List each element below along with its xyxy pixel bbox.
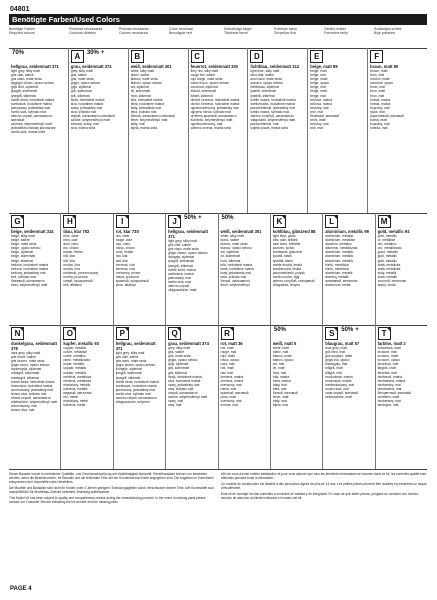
note-paragraph: Die Modelle und Bausätze sind nicht für Kinder unter 3 Jahren geeignet, Erstickungsgefahr durch Verschlucken kleiner Teile. Alle Kunststoffe sind ausschließlich für Modellbau-Zwecke bestimmt. Anleitung aufbewahren.: [9, 486, 214, 494]
color-name: beige, matt 89: [310, 64, 338, 69]
subtitle-2: Peintures nécessaires Couleurs utilisées: [69, 27, 103, 35]
color-cell: [188, 48, 248, 213]
color-name: hellgrau, seidenmatt 371: [115, 341, 156, 351]
color-translations: white, silky matt blanc, satiné blanco, mate seda bianco, opaco setoso wit, zijdemat vit, sidenmatt hvid, silkemat bílá, hedvábně matná biela, hodvábne matná biały, jedwabisty mat bela, svilnato mat белый, шелковисто-матовый fehér, selymesfényű matt biały, mat bijela, matna svila: [130, 69, 175, 131]
color-name: rot, matt 36: [220, 341, 243, 346]
color-cell: [375, 213, 427, 325]
color-cell-header: [221, 215, 268, 229]
color-cell: [270, 325, 322, 469]
subtitle-6: Potřebné barvy Потребни бои: [274, 27, 297, 35]
color-translations: light grey, silky matt gris clair, satiné gris claro, mate seda àpgrigio chiaro, opaco setoso grijs licht, zijdemat ljusgrå, sidenmatt lysegrå, silkemat světle šedá, hedvábně matná svetlosivá, hodvábne matná jasnoszary, jedwabisty mat svetlo siva, svilnato mat светло-серый, шелковисто-матовый szürkés, selymesfényű matt jedwabisto matowy jasnoszary svetlo sivá, matná svila: [11, 69, 56, 135]
color-cell: [9, 213, 60, 325]
note-paragraph: Afin de vous donner entière satisfaction et pour vous assurer que tous les éléments nécessaires se trouvent dans ce kit, les contrôles qualité sont effectués pendant toute la fabrication.: [221, 472, 427, 480]
color-cell: [218, 213, 270, 325]
color-cell-header: [116, 327, 163, 341]
color-letter-box: O: [63, 327, 76, 340]
color-name: hellgrau, seidenmatt 371: [168, 229, 208, 239]
color-cell-header: [11, 327, 58, 341]
color-cell: [68, 48, 128, 213]
color-cell: [113, 213, 165, 325]
subtitle-3: Pinturas necesarias Colores necesarios: [119, 27, 149, 35]
color-translations: aluminium, metallic aluminium, métallisé aluminio, metálico alluminio, metallizzato aluminium, metallic aluminium, metallic aluminium, metallic hliník, metalická hliník, metalická aluminium, metalik aluminij, metalik алюминий, металлик alumínium, metál: [325, 234, 358, 288]
color-name: weiß, seidenmatt 301: [220, 229, 262, 234]
page-code: 04801: [10, 6, 30, 13]
mix-percentage: 30%: [86, 50, 99, 56]
color-row-bottom: [9, 325, 427, 469]
subtitle-5: Nödvändiga färger Tilvirkede farver: [224, 27, 252, 35]
color-translations: copper, metallic cuivre, métallisé cobre, metálico rame, metallizzato koper, metallic koppar, metallic kobber, metallic měděná, metalická medená, metalická miedziany, metalik bakrena, metalik медный, металлик réz, metál miedziany, metal bakrena, metal: [63, 346, 92, 408]
color-letter-box: L: [325, 215, 338, 228]
color-translations: white, silky matt blanc, satiné blanco, mate seda bianco, opaco setoso wit, zijdemat vit, sidenmatt hvid, silkemat bílá, hedvábně matná biela, hodvábne matná biały, jedwabisty mat bela, svilnato mat белый, шелковисто fehér, selymesfényű: [220, 234, 254, 288]
subtitle-7: Gerekli renkler Potrzebne farby: [324, 27, 348, 35]
color-name: braun, matt 80: [370, 64, 399, 69]
color-letter-box: J: [168, 215, 181, 228]
color-translations: light grey, silky matt gris clair, satiné gris claro, mate seda grigio chiaro, opaco setoso lichtgrijs, zijdemat ljusgrå, sidenmatt lysegrå, silkemat světle šedá, matná svetlosivá, matná jasnoszary, mat svetlo siva, mat светло-серый világosszürke, matt: [168, 239, 208, 293]
color-cell: [60, 213, 112, 325]
color-letter-box: T: [378, 327, 391, 340]
color-cell-header: [63, 327, 110, 341]
color-cell-header: [378, 215, 425, 229]
mix-percentage: 50%: [221, 215, 234, 221]
mix-percentage: 50%: [341, 327, 354, 333]
color-letter-box: H: [63, 215, 76, 228]
color-letter-box: R: [221, 327, 234, 340]
color-cell-header: [11, 215, 58, 229]
note-paragraph: Este kit de montaje ha sido sometido a controles de calidad y de integridad. En caso de que falten piezas, póngase en contacto con nuestro servicio de atención al cliente indicando el número del kit.: [221, 492, 419, 500]
color-name: grau, seidenmatt 374: [168, 341, 209, 346]
color-cell: [165, 325, 217, 469]
color-name: kupfer, metallic 93: [63, 341, 99, 346]
color-cell: [322, 325, 374, 469]
color-cell: [218, 325, 270, 469]
color-translations: red, matt rouge, mat rojo, mate rosso, opaco rood, mat röd, matt rød, mat červená, matná červená, matná czerwony, mat rdeča, mat красный, матовый piros, matt czerwony, mat crvena, mat: [220, 346, 249, 408]
page-number: PAGE 4: [10, 586, 32, 592]
subtitle-8: Szükséges színek Boje potrebne: [374, 27, 402, 35]
color-letter-box: A: [71, 50, 84, 63]
subtitle-4: Colori necessari Benodigde verf: [169, 27, 194, 35]
color-cell-header: [325, 327, 372, 341]
color-name: feuerrot, seidenmatt 330: [190, 64, 238, 69]
color-letter-box: D: [250, 50, 263, 63]
color-row-middle: [9, 213, 427, 325]
color-name: lichtblau, seidenmatt 312: [250, 64, 300, 69]
color-cell-header: [221, 327, 268, 341]
color-translations: dark grey, silky matt gris foncé, satiné gris oscuro, mate seda grigio scuro, opaco setoso donkergrijs, zijdemat mörkgrå, sidenmatt mørkegrå, silkemat tmavě šedá, hedvábně matná tmavosivá, hodvábne matná ciemnoszary, jedwabisty mat temno siva, svilnato mat тёмно-серый, шелковисто sötétszürke, selymesfényű matt ciemnoszary, mat tamno siva, mat: [11, 351, 58, 413]
color-cell: [9, 325, 60, 469]
color-cell: [367, 48, 427, 213]
color-cell: [128, 48, 188, 213]
color-cell-header: [273, 215, 320, 229]
color-name: grau, seidenmatt 374: [70, 64, 112, 69]
color-cell-header: [63, 215, 110, 229]
notes-left-column: [9, 472, 215, 584]
color-cell: [375, 325, 427, 469]
mix-plus-sign: +: [100, 50, 105, 56]
color-name: hellgrau, seidenmatt 371: [11, 64, 59, 69]
colors-banner: Benötigte Farben/Used Colors: [9, 14, 427, 25]
color-cell-header: [310, 50, 365, 64]
color-cell: [9, 48, 68, 213]
color-name: aluminium, metallic 99: [325, 229, 369, 234]
color-letter-box: N: [11, 327, 24, 340]
color-translations: blue grey, matt gris bleu, mat gris azulado, mate grigio blu, opaco blauwgrijs, mat blågrå, matt blågrå, mat modrošedá, matná modrosivá, matná niebieskoszary, mat modro siva, mat сине-серый, матовый kékesszürke, matt: [325, 346, 359, 400]
color-translations: brown, matt brun, mat marrón, mate marrone, opaco bruin, mat brun, matt brun, mat hnědá, matná hnedá, matná brązowy, mat rjava, mat коричневый, матовый barna, matt brązowy, mat smeđa, mat: [370, 69, 404, 131]
color-cell: [307, 48, 367, 213]
color-row-top: [9, 48, 427, 213]
color-name: gold, metallic 94: [377, 229, 410, 234]
color-letter-box: C: [191, 50, 204, 63]
color-translations: grey, silky matt gris, satiné gris, mate seda grigio, opaco setoso grijs, zijdemat grå, sidenmatt grå, silkemat šedá, hedvábně matná sivá, hodvábne matná szary, jedwabisty mat siva, svilnato mat серый, шелковисто szürke, selymesfényű matt szary, mat siva, mat: [168, 346, 208, 408]
notes-right-column: [221, 472, 427, 584]
color-translations: fiery red, silky matt rouge feu, satiné rojo fuego, mate seda rosso fuoco, opaco setoso vuurrood, zijdemat eldröd, sidenmatt ildrød, silkemat ohnivě červená, hedvábně matná ohnivo červená, hodvábne matná ognistoczerwony, jedwabisty mat ognjeno rdeča, svilnato mat огненно-красный, шелковисто tűzvörös, selymesfényű matt ognistoczerwony, mat vatreno crvena, matna svila: [190, 69, 240, 131]
color-letter-box: F: [370, 50, 383, 63]
language-subtitles: [9, 26, 427, 48]
color-cell-header: [273, 327, 320, 341]
notes-section: [9, 472, 427, 584]
color-letter-box: G: [11, 215, 24, 228]
color-translations: light blue, silky matt bleu clair, satiné azul claro, mate seda azzurro, opaco setoso lichtblauw, zijdemat ljusblå, sidenmatt lyseblå, silkemat světle modrá, hedvábně matná svetlomodrá, hodvábne matná jasnoniebieski, jedwabisty mat svetlo modra, svilnato mat светло-голубой, шелковисто világoskék, selymesfényű matt jasnoniebieski, mat svijetlo plava, matna svila: [250, 69, 296, 131]
color-letter-box: P: [116, 327, 129, 340]
color-letter-box: B: [131, 50, 144, 63]
color-translations: red, clear rouge, clair rojo, claro rosso, chiaro rood, helder röd, klar rød, klar červená, čirá červená, číra czerwony, przezr. rdeča, prozorna красный, прозрачный piros, átlátszó: [115, 234, 149, 288]
color-translations: light grey, silky matt gris clair, satiné gris claro, mate seda grigio chiaro, opaco setoso lichtgrijs, zijdemat ljusgrå, sidenmatt lysegrå, silkemat světle šedá, hedvábně matná svetlosivá, hodvábne matná jasnoszary, jedwabisty mat svetlo siva, svilnato mat светло-серый, шелковисто világosszürke, selymes: [115, 351, 159, 405]
color-translations: colourless, matt incolore, mat incoloro, mate incolore, opaco kleurloos, mat färglös, matt farveløs, mat bezbarvá, matná bezfarebná, matná bezbarwny, mat brezbarvna, mat бесцветный, матовый színtelen, matt bezbarwny, mat bezbojna, mat: [377, 346, 411, 408]
color-cell-header: [378, 327, 425, 341]
divider: [9, 469, 427, 470]
color-cell: [113, 325, 165, 469]
color-name: dunkelgrau, seidenmatt 378: [11, 341, 57, 351]
color-cell: [165, 213, 217, 325]
color-name: weiß, seidenmatt 301: [130, 64, 172, 69]
color-letter-box: K: [273, 215, 286, 228]
color-translations: blue, clear bleu, clair azul, claro blu, chiaro blauw, helder blå, klar blå, klar modrá, čirá modrá, číra niebieski, przezroczysty modra, prozorna синий, прозрачный kék, átlátszó: [63, 234, 99, 288]
color-cell-header: [11, 50, 66, 64]
color-cell-header: [191, 50, 246, 64]
color-cell: [60, 325, 112, 469]
color-translations: white, matt blanc, mat blanco, mate bianco, opaco wit, mat vit, matt hvid, mat bílá, matná biela, matná biały, mat bela, mat белый, матовый fehér, matt biały, mat bijela, mat: [272, 346, 298, 408]
color-translations: gold, metallic or, métallisé oro, metálico oro, metallizzato goud, metallic guld, metallic guld, metallic zlatá, metalická zlatá, metalická złoty, metalik zlata, metalik золотой, металлик arany, metál: [377, 234, 406, 288]
color-cell-header: [370, 50, 425, 64]
color-cell-header: [71, 50, 126, 64]
color-cell-header: [131, 50, 186, 64]
color-name: blau, klar 752: [63, 229, 90, 234]
mix-plus-sign: +: [355, 327, 359, 333]
color-translations: beige, silky matt beige, satiné beige, mate seda beige, opaco setoso beige, zijdemat beige, sidenmatt beige, silkemat béžová, hedvábně matná béžová, hodvábne matná beżowy, jedwabisty mat bež, svilnato mat бежевый, шелковисто bézs, selymesfényű matt: [11, 234, 49, 288]
note-paragraph: Ce modèle de construction est destiné à des personnes âgées de plus de 14 ans. Les petites pièces peuvent être avalées et présentent un risque d'étouffement.: [221, 482, 427, 490]
color-cell-header: [116, 215, 163, 229]
color-cell-header: [168, 327, 215, 341]
color-name: weiß, matt 5: [272, 341, 297, 346]
mix-percentage: 50%: [184, 215, 197, 221]
color-cell: [247, 48, 307, 213]
color-letter-box: E: [310, 50, 323, 63]
mix-percentage: 70%: [12, 50, 25, 56]
note-paragraph: This Model Kit has been subject to quality and completeness checks during the manufacturing process. In the event of missing parts please contact our Customer Service indicating the kit number and the missing parts.: [9, 496, 206, 504]
color-name: beige, seidenmatt 314: [11, 229, 54, 234]
color-letter-box: S: [325, 327, 338, 340]
color-translations: beige, matt beige, mat beige, mate beige, opaco beige, mat beige, matt beige, mat béžová, matná béžová, matná beżowy, mat bež, mat бежевый, матовый bézs, matt beżowy, mat bež, mat: [310, 69, 340, 131]
color-letter-box: I: [116, 215, 129, 228]
color-cell-header: [250, 50, 305, 64]
color-cell-header: [325, 215, 372, 229]
color-name: blaugrau, matt 57: [325, 341, 360, 346]
color-letter-box: Q: [168, 327, 181, 340]
color-name: kohlblau, glänzend 88: [272, 229, 316, 234]
color-cell-header: [168, 215, 215, 229]
color-translations: light blue, gloss bleu clair, brillant azul claro, brillante azzurro, lucido lichtblauw, glanzend ljusblå, blank lyseblå, blank světle modrá, lesklá svetlomodrá, lesklá jasnoniebieski, połysk svetlo modra, sijaj светло-голубой, глянцевый világoskék, fényes: [272, 234, 315, 288]
note-paragraph: Dieser Bausatz wurde in mehrfacher Qualitäts- und Geschmacksprüfung mit Vollständigkeit überprüft. Revellbausätze können nur bearbeitet werden, wenn die Bestellnummer, Ihr Bausatz und die fehlenden Teile auf der Kundenservice-Karte angegeben sind. Die Angaben im Zubehörteil entsprechen den Vorschriften des Herstellers.: [9, 472, 214, 484]
mix-plus-sign: +: [198, 215, 202, 221]
subtitle-1: Benötigte Farben Required colours: [9, 27, 36, 35]
color-letter-box: M: [378, 215, 391, 228]
color-name: rot, klar 730: [115, 229, 139, 234]
color-name: farblos, matt 2: [377, 341, 406, 346]
color-cell: [270, 213, 322, 325]
color-translations: grey, silky matt gris, satiné gris, mate seda grigio, opaco setoso grijs, zijdemat grå, sidenmatt grå, silkemat šedá, hedvábně matná sivá, hodvábne matná szary, jedwabisty mat siva, svilnato mat серый, шелковисто-матовый szürke, selymesfényű matt béżowy, szary, mat siva, matna svila: [70, 69, 115, 131]
color-cell: [322, 213, 374, 325]
mix-percentage: 50%: [273, 327, 286, 333]
